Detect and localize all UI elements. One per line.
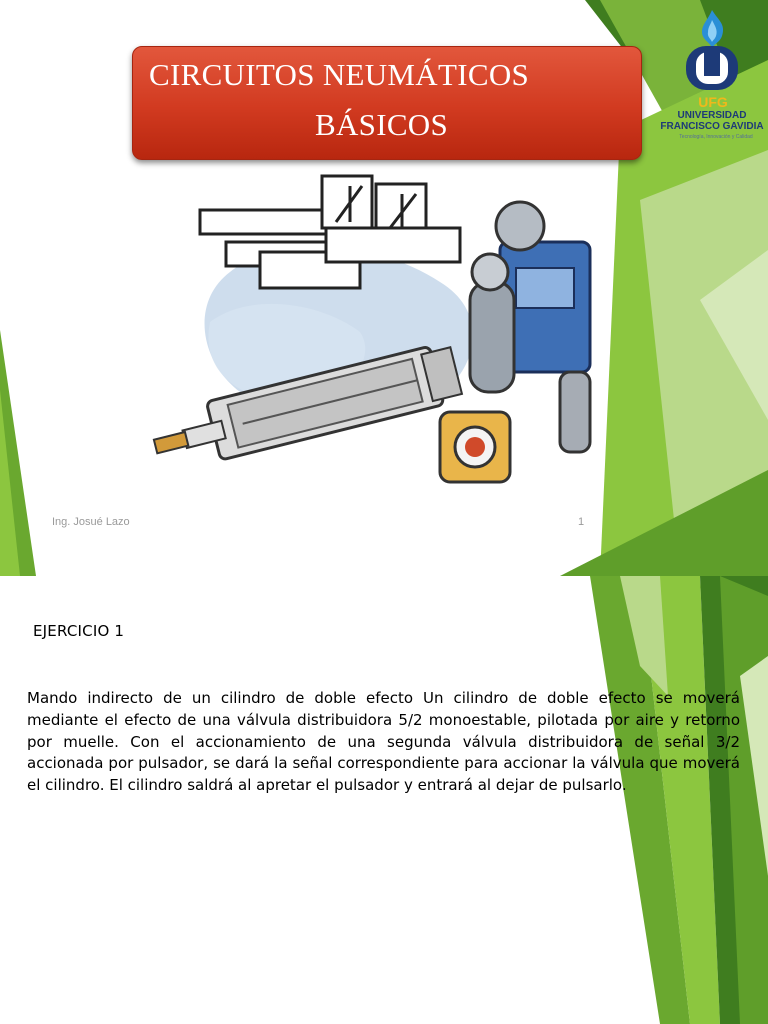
title-line-2: BÁSICOS (315, 107, 449, 142)
green-facet-decoration (0, 576, 768, 1024)
author-footer: Ing. Josué Lazo (52, 516, 130, 528)
logo-name-line-2: FRANCISCO GAVIDIA (660, 121, 764, 132)
exercise-title: EJERCICIO 1 (33, 622, 125, 640)
logo-acronym: UFG (698, 94, 728, 110)
ufg-logo (656, 6, 768, 156)
pneumatic-illustration (140, 172, 620, 530)
exercise-slide (0, 576, 768, 1024)
exercise-description: Mando indirecto de un cilindro de doble efecto Un cilindro de doble efecto se moverá mediante el efecto de una válvula distribuidora 5/2 monoestable, pilotada por aire y retorno por muelle. Con el accionamiento de una segunda válvula distribuidora de señal 3/2 accionada por pulsador, se dará la señal correspondiente para accionar la válvula que moverá el cilindro. El cilindro saldrá al apretar el pulsador y entrará al dejar de pulsarlo. (27, 689, 740, 795)
title-banner (132, 46, 642, 160)
ufg-emblem-icon (656, 6, 768, 96)
logo-tagline: Tecnología, Innovación y Calidad (679, 134, 753, 140)
page-number: 1 (578, 516, 585, 528)
title-line-1: CIRCUITOS NEUMÁTICOS (149, 57, 530, 92)
logo-university-name (656, 110, 768, 132)
logo-name-line-1: UNIVERSIDAD (677, 110, 747, 121)
